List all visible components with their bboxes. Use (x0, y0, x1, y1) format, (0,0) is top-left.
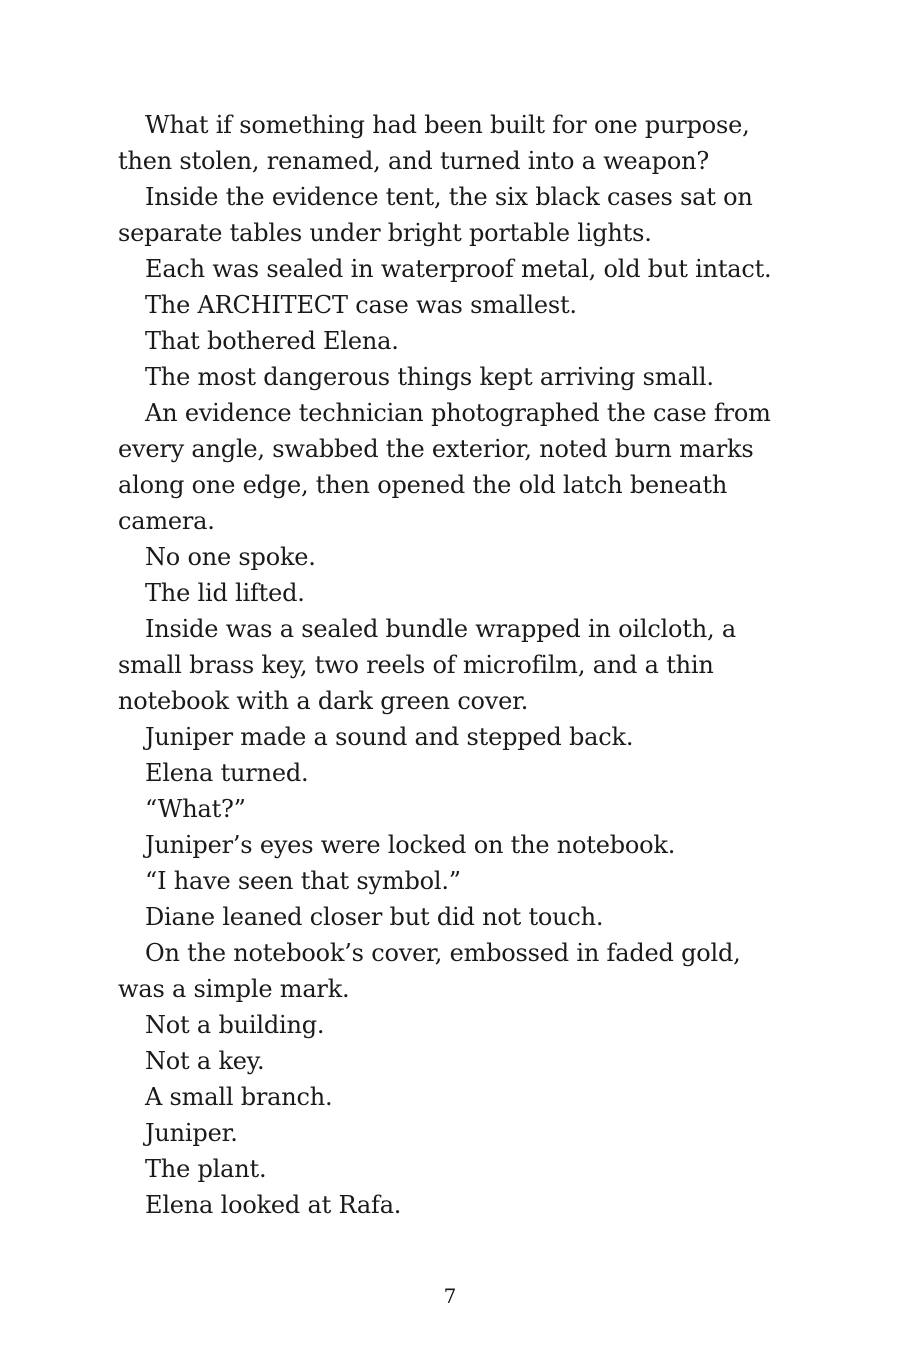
paragraph: Inside the evidence tent, the six black cases sat on separate tables under bright portable lights. (118, 183, 753, 247)
paragraph: Juniper’s eyes were locked on the notebook. (145, 831, 676, 859)
paragraph: Inside was a sealed bundle wrapped in oilcloth, a small brass key, two reels of microfilm, and a thin notebook with a dark green cover. (118, 615, 736, 715)
paragraph: Diane leaned closer but did not touch. (145, 903, 604, 931)
paragraph: An evidence technician photographed the case from every angle, swabbed the exterior, noted burn marks along one edge, then opened the old latch beneath camera. (118, 399, 771, 535)
paragraph: Juniper. (145, 1119, 238, 1147)
paragraph: Not a key. (145, 1047, 265, 1075)
page-number: 7 (443, 1284, 457, 1308)
paragraph: Elena turned. (145, 759, 309, 787)
paragraph: The most dangerous things kept arriving small. (145, 363, 714, 391)
paragraph: No one spoke. (145, 543, 316, 571)
paragraph: A small branch. (145, 1083, 333, 1111)
paragraph: Not a building. (145, 1011, 325, 1039)
paragraph: Elena looked at Rafa. (145, 1191, 402, 1219)
paragraph: What if something had been built for one purpose, then stolen, renamed, and turned into a weapon? (118, 111, 750, 175)
paragraph: The lid lifted. (145, 579, 305, 607)
paragraph: Juniper made a sound and stepped back. (145, 723, 634, 751)
paragraph: The plant. (145, 1155, 267, 1183)
paragraph: “What?” (145, 795, 246, 823)
body-text (118, 107, 790, 1223)
paragraph: That bothered Elena. (145, 327, 399, 355)
paragraph: The ARCHITECT case was smallest. (145, 291, 577, 319)
paragraph: Each was sealed in waterproof metal, old but intact. (145, 255, 772, 283)
paragraph: On the notebook’s cover, embossed in faded gold, was a simple mark. (118, 939, 741, 1003)
paragraph: “I have seen that symbol.” (145, 867, 461, 895)
